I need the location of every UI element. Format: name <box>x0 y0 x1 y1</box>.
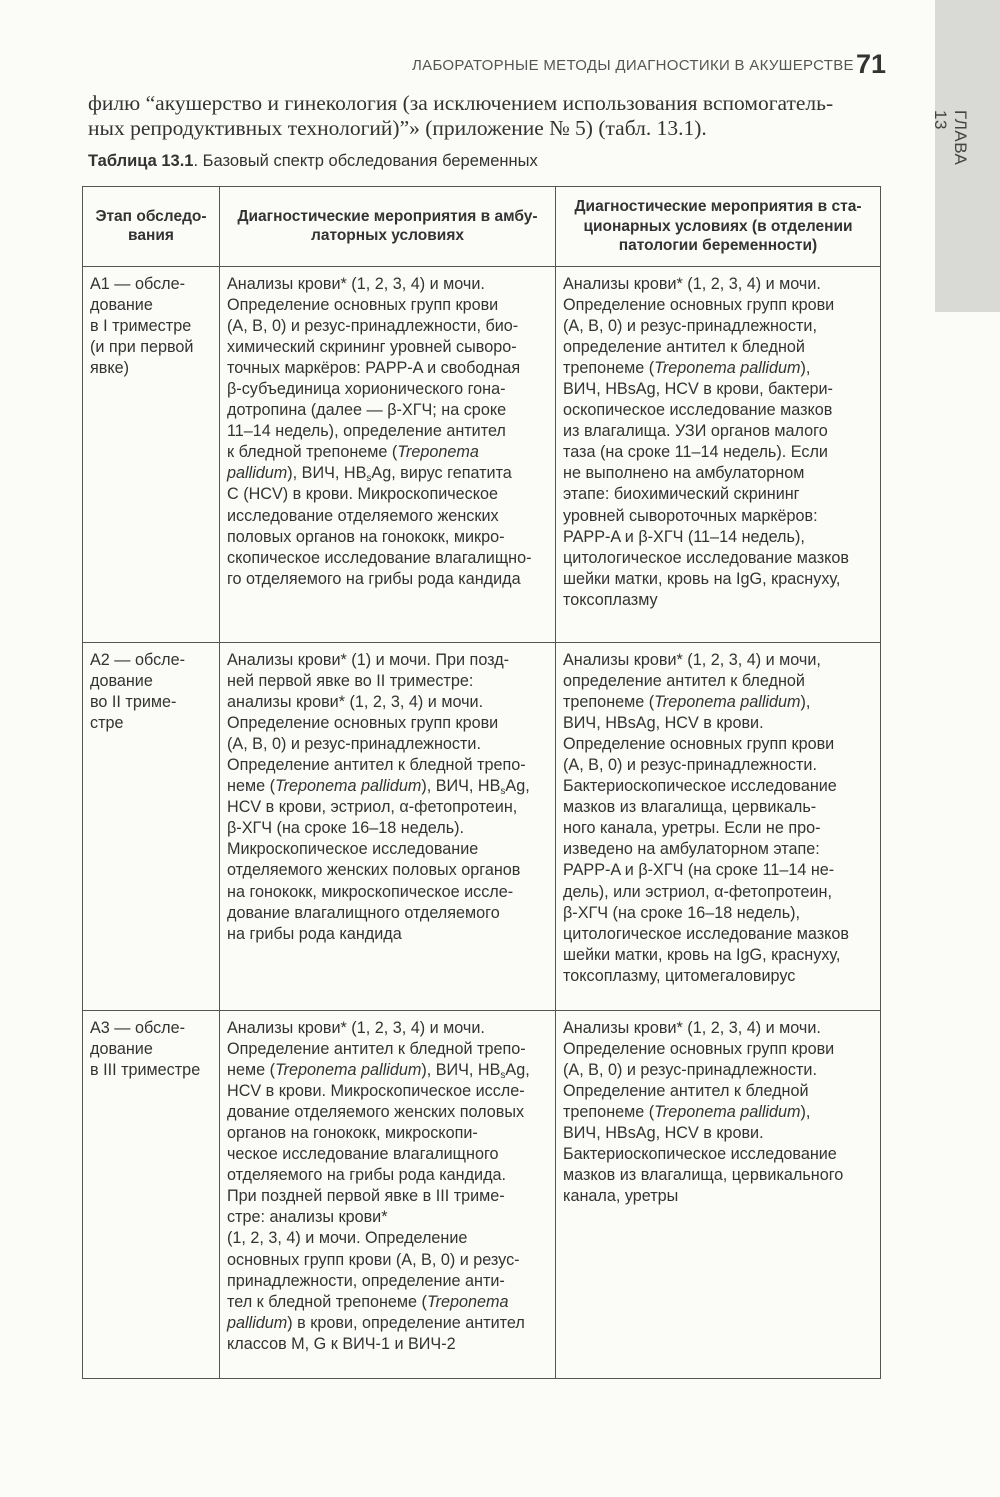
cell-line: дование <box>90 1039 153 1058</box>
cell-line: β-ХГЧ (на сроке 16–18 недель). <box>227 819 465 838</box>
cell-line: Бактериоскопическое исследование <box>563 1145 837 1164</box>
header-inpatient <box>556 187 881 267</box>
subscript: s <box>366 473 372 485</box>
text-run: ), ВИЧ, HB <box>421 777 501 796</box>
cell-line: PAPP-A и β-ХГЧ (11–14 недель), <box>563 527 805 546</box>
cell-line: ВИЧ, HBsAg, HCV в крови, бактери- <box>563 379 833 398</box>
cell-line: HCV в крови. Микроскопическое иссле- <box>227 1081 525 1100</box>
cell-line: (и при первой <box>90 337 194 356</box>
cell-line: Анализы крови* (1, 2, 3, 4) и мочи. <box>563 274 821 293</box>
cell-line <box>227 1313 551 1334</box>
header-line: Диагностические мероприятия в амбу- <box>237 207 538 225</box>
italic-run: Treponema pallidum <box>654 358 801 377</box>
cell-line: Анализы крови* (1, 2, 3, 4) и мочи, <box>563 650 821 669</box>
cell-line: Определение основных групп крови <box>227 713 499 732</box>
cell-line: Анализы крови* (1, 2, 3, 4) и мочи. <box>227 274 485 293</box>
exam-table <box>82 186 881 1379</box>
cell-line: дование <box>90 671 153 690</box>
header-line: патологии беременности) <box>618 237 818 254</box>
cell-line: канала, уретры <box>563 1187 679 1206</box>
cell-line: ней первой явке во II триместре: <box>227 671 474 690</box>
cell-line: Анализы крови* (1, 2, 3, 4) и мочи. <box>227 1018 485 1037</box>
italic-run: pallidum <box>227 1313 288 1332</box>
cell-line: шейки матки, кровь на IgG, краснуху, <box>563 569 841 588</box>
cell-line: А2 — обсле- <box>90 650 186 669</box>
text-run: трепонеме ( <box>563 692 655 711</box>
text-run: к бледной трепонеме ( <box>227 443 398 462</box>
text-run: ), <box>800 358 811 377</box>
cell-line: основных групп крови (A, B, 0) и резус- <box>227 1250 520 1269</box>
chapter-tab-label: ГЛАВА 13 <box>931 110 970 166</box>
cell-line: дель), или эстриол, α-фетопротеин, <box>563 882 832 901</box>
italic-run: Treponema pallidum <box>274 1060 422 1079</box>
running-head: ЛАБОРАТОРНЫЕ МЕТОДЫ ДИАГНОСТИКИ В АКУШЕРСТВЕ <box>412 57 854 74</box>
text-run: неме ( <box>227 1060 275 1079</box>
cell-line <box>227 463 551 484</box>
header-stage <box>83 187 220 267</box>
cell-line <box>563 692 876 713</box>
inpatient-cell <box>556 1010 881 1378</box>
cell-line <box>227 1292 551 1313</box>
cell-line: ВИЧ, HBsAg, HCV в крови. <box>563 1123 764 1142</box>
cell-line: Определение антител к бледной трепо- <box>227 755 526 774</box>
cell-line <box>563 1102 876 1123</box>
cell-line: Определение основных групп крови <box>563 1039 835 1058</box>
cell-line: цитологическое исследование мазков <box>563 924 849 943</box>
cell-line: Определение основных групп крови <box>227 295 499 314</box>
cell-line: А1 — обсле- <box>90 274 186 293</box>
text-run: тел к бледной трепонеме ( <box>227 1292 427 1311</box>
cell-line: При поздней первой явке в III триме- <box>227 1187 505 1206</box>
text-run: Ag, вирус гепатита <box>371 464 512 483</box>
stage-cell <box>83 642 220 1010</box>
text-run: ), <box>800 692 811 711</box>
cell-line: мазков из влагалища, цервикаль- <box>563 798 817 817</box>
text-run: ), <box>800 1102 811 1121</box>
cell-line: го отделяемого на грибы рода кандида <box>227 569 521 588</box>
cell-line: в I триместре <box>90 316 192 335</box>
italic-run: Treponema pallidum <box>274 777 422 796</box>
cell-line: Анализы крови* (1, 2, 3, 4) и мочи. <box>563 1018 821 1037</box>
text-run: неме ( <box>227 777 275 796</box>
header-line: Диагностические мероприятия в ста- <box>574 198 862 215</box>
italic-run: Treponema pallidum <box>654 692 801 711</box>
cell-line: отделяемого на грибы рода кандида. <box>227 1166 507 1185</box>
cell-line: Определение основных групп крови <box>563 295 835 314</box>
cell-line: изведено на амбулаторном этапе: <box>563 840 820 859</box>
table-caption <box>88 152 538 171</box>
header-outpatient <box>220 187 556 267</box>
caption-text: . Базовый спектр обследования беременных <box>193 152 538 170</box>
cell-line: (A, B, 0) и резус-принадлежности. <box>227 734 481 753</box>
cell-line: оскопическое исследование мазков <box>563 401 833 420</box>
intro-line: филю “акушерство и гинекология (за исключением использования вспомогатель- <box>88 91 834 115</box>
cell-line <box>227 1060 551 1081</box>
cell-line: (A, B, 0) и резус-принадлежности. <box>563 755 817 774</box>
table-row <box>83 266 881 642</box>
outpatient-cell <box>220 266 556 642</box>
cell-line: стре <box>90 713 124 732</box>
cell-line: дование влагалищного отделяемого <box>227 903 500 922</box>
cell-line: отделяемого женских половых органов <box>227 861 521 880</box>
text-run: Ag, <box>505 1060 530 1079</box>
cell-line: дование отделяемого женских половых <box>227 1102 525 1121</box>
intro-line: ных репродуктивных технологий)”» (приложение № 5) (табл. 13.1). <box>88 116 707 140</box>
cell-line: ческое исследование влагалищного <box>227 1145 499 1164</box>
italic-run: pallidum <box>227 464 288 483</box>
cell-line: ного канала, уретры. Если не про- <box>563 819 821 838</box>
cell-line: из влагалища. УЗИ органов малого <box>563 422 828 441</box>
cell-line <box>563 358 876 379</box>
text-run: ) в крови, определение антител <box>287 1313 525 1332</box>
cell-line: Бактериоскопическое исследование <box>563 777 837 796</box>
cell-line: в III триместре <box>90 1060 201 1079</box>
cell-line: Анализы крови* (1) и мочи. При позд- <box>227 650 510 669</box>
cell-line: определение антител к бледной <box>563 671 805 690</box>
cell-line: (1, 2, 3, 4) и мочи. Определение <box>227 1229 468 1248</box>
inpatient-cell <box>556 266 881 642</box>
inpatient-cell <box>556 642 881 1010</box>
text-run: трепонеме ( <box>563 1102 655 1121</box>
cell-line: PAPP-A и β-ХГЧ (на сроке 11–14 не- <box>563 861 835 880</box>
cell-line: дование <box>90 295 153 314</box>
cell-line: C (HCV) в крови. Микроскопическое <box>227 485 499 504</box>
header-line: латорных условиях <box>310 227 464 245</box>
stage-cell <box>83 1010 220 1378</box>
cell-line: шейки матки, кровь на IgG, краснуху, <box>563 945 841 964</box>
cell-line <box>227 442 551 463</box>
cell-line: органов на гонококк, микроскопи- <box>227 1123 478 1142</box>
cell-line: скопическое исследование влагалищно- <box>227 548 532 567</box>
cell-line: точных маркёров: PAPP-A и свободная <box>227 358 521 377</box>
cell-line: Определение антител к бледной <box>563 1081 809 1100</box>
cell-line: таза (на сроке 11–14 недель). Если <box>563 443 828 462</box>
cell-line: Определение основных групп крови <box>563 734 835 753</box>
cell-line: 11–14 недель), определение антител <box>227 422 506 441</box>
cell-line: принадлежности, определение анти- <box>227 1271 505 1290</box>
cell-line: стре: анализы крови* <box>227 1208 388 1227</box>
cell-line: β-ХГЧ (на сроке 16–18 недель), <box>563 903 801 922</box>
caption-label: Таблица 13.1 <box>88 152 194 170</box>
cell-line: во II триме- <box>90 692 177 711</box>
italic-run: Treponema <box>397 443 479 462</box>
header-line: ционарных условиях (в отделении <box>583 217 853 235</box>
cell-line: дотропина (далее — β-ХГЧ; на сроке <box>227 401 507 420</box>
cell-line: исследование отделяемого женских <box>227 506 499 525</box>
subscript: s <box>500 786 506 798</box>
cell-line: токсоплазму, цитомегаловирус <box>563 966 796 985</box>
cell-line: HCV в крови, эстриол, α-фетопротеин, <box>227 798 518 817</box>
cell-line: Микроскопическое исследование <box>227 840 479 859</box>
cell-line: (A, B, 0) и резус-принадлежности. <box>563 1060 817 1079</box>
cell-line: А3 — обсле- <box>90 1018 186 1037</box>
outpatient-cell <box>220 642 556 1010</box>
cell-line: химический скрининг уровней сыворо- <box>227 337 517 356</box>
header-line: Этап обследо- <box>95 207 207 225</box>
text-run: ), ВИЧ, HB <box>421 1060 501 1079</box>
cell-line: цитологическое исследование мазков <box>563 548 849 567</box>
cell-line: этапе: биохимический скрининг <box>563 485 800 504</box>
cell-line: на гонококк, микроскопическое иссле- <box>227 882 514 901</box>
cell-line: классов M, G к ВИЧ-1 и ВИЧ-2 <box>227 1334 456 1353</box>
subscript: s <box>500 1069 506 1081</box>
cell-line <box>227 776 551 797</box>
table-row <box>83 1010 881 1378</box>
italic-run: Treponema pallidum <box>654 1102 801 1121</box>
cell-line: явке) <box>90 358 130 377</box>
page-number: 71 <box>856 49 887 79</box>
cell-line: ВИЧ, HBsAg, HCV в крови. <box>563 713 764 732</box>
cell-line: (A, B, 0) и резус-принадлежности, био- <box>227 316 519 335</box>
stage-cell <box>83 266 220 642</box>
header-line: вания <box>128 227 174 245</box>
text-run: Ag, <box>505 777 530 796</box>
outpatient-cell <box>220 1010 556 1378</box>
cell-line: определение антител к бледной <box>563 337 805 356</box>
cell-line: на грибы рода кандида <box>227 924 402 943</box>
cell-line: половых органов на гонококк, микро- <box>227 527 505 546</box>
cell-line: уровней сывороточных маркёров: <box>563 506 818 525</box>
cell-line: (A, B, 0) и резус-принадлежности, <box>563 316 817 335</box>
cell-line: токсоплазму <box>563 590 658 609</box>
text-run: трепонеме ( <box>563 358 655 377</box>
table-row <box>83 642 881 1010</box>
cell-line: анализы крови* (1, 2, 3, 4) и мочи. <box>227 692 484 711</box>
italic-run: Treponema <box>426 1292 509 1311</box>
cell-line: Определение антител к бледной трепо- <box>227 1039 526 1058</box>
text-run: ), ВИЧ, HB <box>287 464 367 483</box>
table-header-row <box>83 187 881 267</box>
cell-line: не выполнено на амбулаторном <box>563 464 805 483</box>
cell-line: мазков из влагалища, цервикального <box>563 1166 844 1185</box>
cell-line: β-субъединица хорионического гона- <box>227 379 506 398</box>
intro-paragraph <box>88 91 888 141</box>
